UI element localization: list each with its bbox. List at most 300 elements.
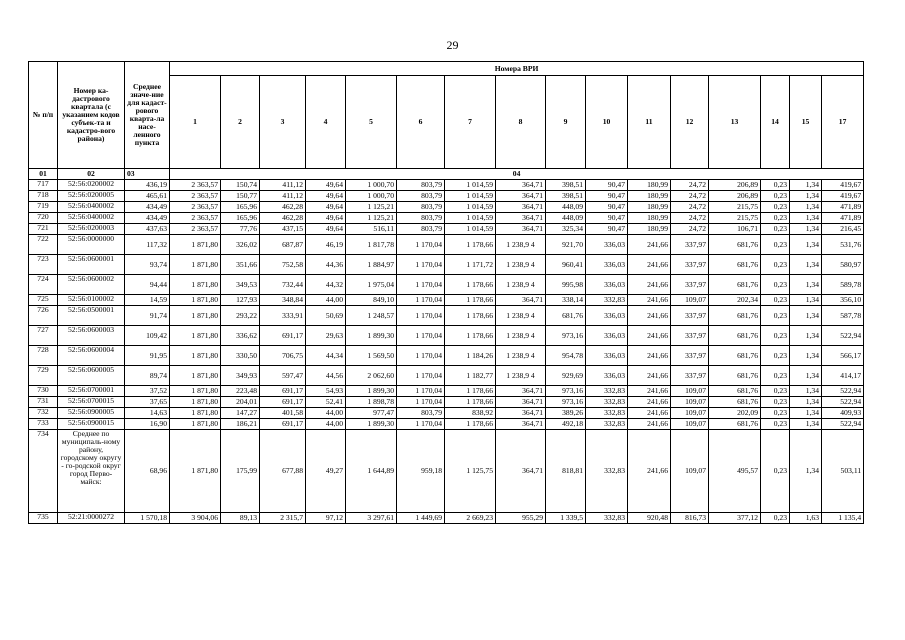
cell-vri-6: 1 449,69 [397, 513, 445, 524]
cell-vri-6: 959,18 [397, 430, 445, 513]
cell-vri-15: 1,34 [790, 408, 822, 419]
row-number: 729 [29, 366, 58, 386]
cell-vri-9: 960,41 [546, 255, 586, 275]
cell-vri-7: 1 178,66 [445, 397, 496, 408]
cell-vri-7: 838,92 [445, 408, 496, 419]
row-number: 731 [29, 397, 58, 408]
row-average-value: 434,49 [125, 202, 170, 213]
cell-vri-15: 1,34 [790, 295, 822, 306]
cell-vri-9: 921,70 [546, 235, 586, 255]
row-average-value: 37,65 [125, 397, 170, 408]
cell-vri-2: 293,22 [221, 306, 260, 326]
cell-vri-5: 516,11 [346, 224, 397, 235]
cell-vri-8: 1 238,9 4 [496, 275, 546, 295]
cell-vri-6: 1 170,04 [397, 295, 445, 306]
row-number: 733 [29, 419, 58, 430]
cell-vri-11: 920,48 [628, 513, 671, 524]
cell-vri-9: 973,16 [546, 326, 586, 346]
cell-vri-15: 1,34 [790, 419, 822, 430]
cell-vri-1: 1 871,80 [170, 397, 221, 408]
cell-vri-13: 681,76 [709, 346, 761, 366]
cell-vri-1: 2 363,57 [170, 202, 221, 213]
row-quarter-code: 52:56:0400002 [58, 202, 125, 213]
cell-vri-15: 1,34 [790, 430, 822, 513]
cell-vri-8: 364,71 [496, 191, 546, 202]
cell-vri-14: 0,23 [761, 224, 790, 235]
cell-vri-1: 1 871,80 [170, 346, 221, 366]
cell-vri-2: 165,96 [221, 202, 260, 213]
cell-vri-1: 1 871,80 [170, 255, 221, 275]
cell-vri-12: 816,73 [671, 513, 709, 524]
header-vri-8: 8 [496, 76, 546, 169]
cell-vri-9: 389,26 [546, 408, 586, 419]
cell-vri-9: 1 339,5 [546, 513, 586, 524]
cell-vri-3: 401,58 [260, 408, 306, 419]
cell-vri-1: 1 871,80 [170, 408, 221, 419]
cell-vri-10: 336,03 [586, 235, 628, 255]
cell-vri-8: 1 238,9 4 [496, 306, 546, 326]
cell-vri-4: 52,41 [306, 397, 346, 408]
cell-vri-5: 1 644,89 [346, 430, 397, 513]
cell-vri-14: 0,23 [761, 255, 790, 275]
cell-vri-3: 462,28 [260, 202, 306, 213]
row-quarter-code: 52:56:0900015 [58, 419, 125, 430]
row-quarter-code: 52:56:0600005 [58, 366, 125, 386]
code-col-01: 01 [29, 169, 58, 180]
row-quarter-code: 52:56:0400002 [58, 213, 125, 224]
row-average-value: 16,90 [125, 419, 170, 430]
cell-vri-9: 973,16 [546, 397, 586, 408]
header-vri-13: 13 [709, 76, 761, 169]
cell-vri-10: 332,83 [586, 386, 628, 397]
cell-vri-11: 241,66 [628, 295, 671, 306]
table-row [29, 255, 864, 275]
cell-vri-10: 336,03 [586, 306, 628, 326]
cell-vri-12: 109,07 [671, 295, 709, 306]
cell-vri-15: 1,34 [790, 366, 822, 386]
cell-vri-2: 336,62 [221, 326, 260, 346]
cell-vri-4: 46,19 [306, 235, 346, 255]
cell-vri-9: 492,18 [546, 419, 586, 430]
cell-vri-8: 1 238,9 4 [496, 366, 546, 386]
header-vri-7: 7 [445, 76, 496, 169]
cell-vri-8: 364,71 [496, 180, 546, 191]
cell-vri-9: 995,98 [546, 275, 586, 295]
cell-vri-10: 336,03 [586, 346, 628, 366]
cell-vri-11: 241,66 [628, 346, 671, 366]
cell-vri-2: 351,66 [221, 255, 260, 275]
cell-vri-12: 24,72 [671, 202, 709, 213]
cell-vri-1: 3 904,06 [170, 513, 221, 524]
cell-vri-17: 566,17 [822, 346, 864, 366]
cell-vri-6: 1 170,04 [397, 386, 445, 397]
row-quarter-code: 52:56:0200005 [58, 191, 125, 202]
cell-vri-2: 77,76 [221, 224, 260, 235]
cell-vri-7: 1 014,59 [445, 180, 496, 191]
cell-vri-9: 398,51 [546, 191, 586, 202]
cell-vri-3: 706,75 [260, 346, 306, 366]
cell-vri-14: 0,23 [761, 430, 790, 513]
cell-vri-9: 338,14 [546, 295, 586, 306]
cell-vri-11: 180,99 [628, 191, 671, 202]
cell-vri-13: 206,89 [709, 180, 761, 191]
cell-vri-14: 0,23 [761, 235, 790, 255]
cell-vri-10: 336,03 [586, 366, 628, 386]
cell-vri-10: 332,83 [586, 408, 628, 419]
cell-vri-4: 49,27 [306, 430, 346, 513]
cell-vri-8: 364,71 [496, 419, 546, 430]
row-number: 720 [29, 213, 58, 224]
cell-vri-3: 732,44 [260, 275, 306, 295]
cell-vri-17: 522,94 [822, 397, 864, 408]
row-number: 721 [29, 224, 58, 235]
header-avg: Среднее значе-ние для кадаст-рового кварта-ла насе-ленного пункта [125, 62, 170, 169]
cell-vri-13: 377,12 [709, 513, 761, 524]
header-vri-1: 1 [170, 76, 221, 169]
cell-vri-11: 241,66 [628, 306, 671, 326]
row-average-value: 93,74 [125, 255, 170, 275]
cell-vri-6: 803,79 [397, 213, 445, 224]
cell-vri-14: 0,23 [761, 326, 790, 346]
cell-vri-15: 1,34 [790, 180, 822, 191]
cell-vri-5: 1 125,21 [346, 202, 397, 213]
cell-vri-14: 0,23 [761, 397, 790, 408]
cell-vri-5: 1 899,30 [346, 386, 397, 397]
cell-vri-12: 337,97 [671, 306, 709, 326]
cell-vri-17: 356,10 [822, 295, 864, 306]
cell-vri-7: 1 014,59 [445, 224, 496, 235]
cell-vri-15: 1,34 [790, 386, 822, 397]
cell-vri-7: 1 014,59 [445, 191, 496, 202]
cell-vri-9: 325,34 [546, 224, 586, 235]
cell-vri-13: 681,76 [709, 397, 761, 408]
cell-vri-12: 109,07 [671, 419, 709, 430]
header-num: № п/п [29, 62, 58, 169]
cell-vri-17: 1 135,4 [822, 513, 864, 524]
cell-vri-4: 50,69 [306, 306, 346, 326]
header-vri-9: 9 [546, 76, 586, 169]
cell-vri-17: 419,67 [822, 191, 864, 202]
cell-vri-6: 1 170,04 [397, 419, 445, 430]
cell-vri-12: 24,72 [671, 213, 709, 224]
table-row [29, 326, 864, 346]
cell-vri-9: 973,16 [546, 386, 586, 397]
cell-vri-1: 2 363,57 [170, 191, 221, 202]
cell-vri-1: 1 871,80 [170, 275, 221, 295]
cell-vri-5: 977,47 [346, 408, 397, 419]
cell-vri-12: 337,97 [671, 326, 709, 346]
cell-vri-2: 165,96 [221, 213, 260, 224]
cell-vri-9: 929,69 [546, 366, 586, 386]
row-average-value: 14,59 [125, 295, 170, 306]
cell-vri-3: 752,58 [260, 255, 306, 275]
cell-vri-8: 364,71 [496, 202, 546, 213]
cell-vri-12: 337,97 [671, 235, 709, 255]
cell-vri-17: 531,76 [822, 235, 864, 255]
table-row [29, 202, 864, 213]
cell-vri-11: 180,99 [628, 213, 671, 224]
table-row [29, 419, 864, 430]
cell-vri-6: 1 170,04 [397, 235, 445, 255]
cell-vri-10: 336,03 [586, 326, 628, 346]
cell-vri-7: 1 178,66 [445, 235, 496, 255]
cell-vri-13: 681,76 [709, 366, 761, 386]
cell-vri-9: 448,09 [546, 202, 586, 213]
row-average-value: 436,19 [125, 180, 170, 191]
cell-vri-8: 364,71 [496, 397, 546, 408]
cell-vri-2: 326,02 [221, 235, 260, 255]
cell-vri-4: 44,36 [306, 255, 346, 275]
cell-vri-10: 332,83 [586, 397, 628, 408]
cell-vri-14: 0,23 [761, 513, 790, 524]
row-average-value: 91,74 [125, 306, 170, 326]
row-number: 735 [29, 513, 58, 524]
header-vri-3: 3 [260, 76, 306, 169]
row-number: 734 [29, 430, 58, 513]
cell-vri-7: 1 178,66 [445, 295, 496, 306]
cell-vri-14: 0,23 [761, 191, 790, 202]
cell-vri-5: 3 297,61 [346, 513, 397, 524]
row-quarter-code: 52:56:0600002 [58, 275, 125, 295]
cell-vri-10: 90,47 [586, 202, 628, 213]
cell-vri-6: 1 170,04 [397, 255, 445, 275]
row-average-label: Среднее по муниципаль-ному району, городскому округу - го-родской округ город Перво-майск: [58, 430, 125, 513]
cell-vri-1: 1 871,80 [170, 419, 221, 430]
cell-vri-15: 1,34 [790, 275, 822, 295]
cell-vri-3: 333,91 [260, 306, 306, 326]
cell-vri-17: 419,67 [822, 180, 864, 191]
cell-vri-9: 818,81 [546, 430, 586, 513]
cell-vri-11: 241,66 [628, 255, 671, 275]
cell-vri-4: 29,63 [306, 326, 346, 346]
cell-vri-5: 1 125,21 [346, 213, 397, 224]
row-number: 719 [29, 202, 58, 213]
cell-vri-8: 364,71 [496, 295, 546, 306]
row-average-value: 465,61 [125, 191, 170, 202]
cell-vri-17: 589,78 [822, 275, 864, 295]
row-quarter-code: 52:56:0500001 [58, 306, 125, 326]
table-row [29, 513, 864, 524]
row-average-value: 434,49 [125, 213, 170, 224]
row-quarter-code: 52:56:0100002 [58, 295, 125, 306]
cell-vri-14: 0,23 [761, 295, 790, 306]
table-row [29, 306, 864, 326]
cell-vri-12: 337,97 [671, 346, 709, 366]
cell-vri-4: 49,64 [306, 224, 346, 235]
header-vri-10: 10 [586, 76, 628, 169]
cell-vri-2: 89,13 [221, 513, 260, 524]
cell-vri-6: 1 170,04 [397, 306, 445, 326]
cell-vri-5: 1 569,50 [346, 346, 397, 366]
header-vri-15: 15 [790, 76, 822, 169]
cell-vri-6: 803,79 [397, 202, 445, 213]
cell-vri-13: 681,76 [709, 275, 761, 295]
cell-vri-1: 1 871,80 [170, 326, 221, 346]
cell-vri-13: 202,34 [709, 295, 761, 306]
cell-vri-3: 691,17 [260, 397, 306, 408]
cell-vri-13: 495,57 [709, 430, 761, 513]
cell-vri-14: 0,23 [761, 275, 790, 295]
cell-vri-13: 215,75 [709, 202, 761, 213]
cell-vri-12: 24,72 [671, 180, 709, 191]
cell-vri-15: 1,34 [790, 346, 822, 366]
cell-vri-10: 336,03 [586, 275, 628, 295]
row-average-value: 37,52 [125, 386, 170, 397]
cell-vri-7: 1 182,77 [445, 366, 496, 386]
row-quarter-code: 52:56:0600004 [58, 346, 125, 366]
cell-vri-9: 448,09 [546, 213, 586, 224]
cell-vri-2: 204,01 [221, 397, 260, 408]
cell-vri-14: 0,23 [761, 366, 790, 386]
cell-vri-11: 241,66 [628, 419, 671, 430]
cell-vri-14: 0,23 [761, 408, 790, 419]
cell-vri-13: 681,76 [709, 419, 761, 430]
cell-vri-3: 691,17 [260, 419, 306, 430]
cell-vri-1: 1 871,80 [170, 430, 221, 513]
cell-vri-6: 1 170,04 [397, 326, 445, 346]
cell-vri-6: 1 170,04 [397, 275, 445, 295]
row-number: 732 [29, 408, 58, 419]
cell-vri-7: 1 178,66 [445, 419, 496, 430]
cell-vri-2: 150,74 [221, 180, 260, 191]
cell-vri-6: 803,79 [397, 191, 445, 202]
header-vri-12: 12 [671, 76, 709, 169]
cell-vri-1: 2 363,57 [170, 180, 221, 191]
table-row [29, 295, 864, 306]
table-row [29, 180, 864, 191]
cell-vri-5: 849,10 [346, 295, 397, 306]
cell-vri-2: 349,93 [221, 366, 260, 386]
cell-vri-6: 1 170,04 [397, 366, 445, 386]
cell-vri-8: 1 238,9 4 [496, 326, 546, 346]
cell-vri-17: 522,94 [822, 419, 864, 430]
cell-vri-2: 127,93 [221, 295, 260, 306]
cell-vri-17: 503,11 [822, 430, 864, 513]
row-average-value: 117,32 [125, 235, 170, 255]
cell-vri-4: 44,34 [306, 346, 346, 366]
cell-vri-11: 241,66 [628, 430, 671, 513]
cell-vri-8: 955,29 [496, 513, 546, 524]
cell-vri-13: 681,76 [709, 306, 761, 326]
row-number: 725 [29, 295, 58, 306]
cell-vri-12: 109,07 [671, 397, 709, 408]
cell-vri-15: 1,34 [790, 326, 822, 346]
cell-vri-14: 0,23 [761, 386, 790, 397]
cell-vri-10: 90,47 [586, 213, 628, 224]
row-number: 726 [29, 306, 58, 326]
cell-vri-7: 1 014,59 [445, 202, 496, 213]
cell-vri-10: 90,47 [586, 180, 628, 191]
cell-vri-8: 364,71 [496, 408, 546, 419]
row-average-value: 1 570,18 [125, 513, 170, 524]
row-number: 723 [29, 255, 58, 275]
cell-vri-3: 462,28 [260, 213, 306, 224]
header-quarter: Номер ка-дастрового квартала (с указанием кодов субъек-та и кадастро-вого района) [58, 62, 125, 169]
cell-vri-5: 1 899,30 [346, 419, 397, 430]
cell-vri-1: 1 871,80 [170, 386, 221, 397]
cell-vri-7: 1 125,75 [445, 430, 496, 513]
cell-vri-1: 1 871,80 [170, 295, 221, 306]
row-quarter-code: 52:56:0200002 [58, 180, 125, 191]
cell-vri-5: 2 062,60 [346, 366, 397, 386]
header-vri-5: 5 [346, 76, 397, 169]
cell-vri-10: 332,83 [586, 513, 628, 524]
table-row [29, 366, 864, 386]
row-number: 730 [29, 386, 58, 397]
cell-vri-12: 109,07 [671, 386, 709, 397]
cell-vri-2: 223,48 [221, 386, 260, 397]
cell-vri-12: 337,97 [671, 366, 709, 386]
header-vri-group: Номера ВРИ [170, 62, 864, 76]
cell-vri-17: 216,45 [822, 224, 864, 235]
cell-vri-11: 241,66 [628, 326, 671, 346]
row-average-value: 109,42 [125, 326, 170, 346]
row-quarter-code: 52:56:0600001 [58, 255, 125, 275]
cell-vri-5: 1 898,78 [346, 397, 397, 408]
cell-vri-13: 681,76 [709, 235, 761, 255]
cell-vri-4: 44,00 [306, 295, 346, 306]
row-quarter-code: 52:56:0900005 [58, 408, 125, 419]
cell-vri-4: 49,64 [306, 180, 346, 191]
cell-vri-11: 241,66 [628, 275, 671, 295]
cell-vri-13: 106,71 [709, 224, 761, 235]
cell-vri-11: 241,66 [628, 408, 671, 419]
row-average-value: 437,63 [125, 224, 170, 235]
cell-vri-9: 398,51 [546, 180, 586, 191]
cell-vri-17: 522,94 [822, 326, 864, 346]
cell-vri-8: 364,71 [496, 430, 546, 513]
cell-vri-17: 522,94 [822, 386, 864, 397]
row-number: 722 [29, 235, 58, 255]
row-quarter-code: 52:56:0700015 [58, 397, 125, 408]
cell-vri-15: 1,34 [790, 397, 822, 408]
cell-vri-15: 1,34 [790, 191, 822, 202]
cell-vri-11: 180,99 [628, 202, 671, 213]
cell-vri-3: 691,17 [260, 386, 306, 397]
cell-vri-17: 580,97 [822, 255, 864, 275]
cell-vri-9: 681,76 [546, 306, 586, 326]
cell-vri-6: 1 170,04 [397, 397, 445, 408]
cell-vri-17: 409,93 [822, 408, 864, 419]
row-quarter-code: 52:56:0600003 [58, 326, 125, 346]
table-row [29, 430, 864, 513]
cell-vri-12: 109,07 [671, 408, 709, 419]
cell-vri-1: 1 871,80 [170, 366, 221, 386]
vri-table [28, 61, 864, 524]
table-row [29, 346, 864, 366]
header-vri-17: 17 [822, 76, 864, 169]
table-row [29, 191, 864, 202]
cell-vri-4: 44,32 [306, 275, 346, 295]
row-average-value: 94,44 [125, 275, 170, 295]
cell-vri-8: 364,71 [496, 386, 546, 397]
cell-vri-6: 1 170,04 [397, 346, 445, 366]
cell-vri-15: 1,63 [790, 513, 822, 524]
cell-vri-13: 206,89 [709, 191, 761, 202]
row-number: 718 [29, 191, 58, 202]
page-number: 29 [446, 38, 459, 52]
cell-vri-3: 348,84 [260, 295, 306, 306]
cell-vri-5: 1 000,70 [346, 191, 397, 202]
cell-vri-6: 803,79 [397, 224, 445, 235]
cell-vri-1: 1 871,80 [170, 235, 221, 255]
cell-vri-2: 175,99 [221, 430, 260, 513]
table-row [29, 275, 864, 295]
cell-vri-15: 1,34 [790, 306, 822, 326]
cell-vri-6: 803,79 [397, 180, 445, 191]
cell-vri-8: 364,71 [496, 213, 546, 224]
cell-vri-4: 44,00 [306, 408, 346, 419]
